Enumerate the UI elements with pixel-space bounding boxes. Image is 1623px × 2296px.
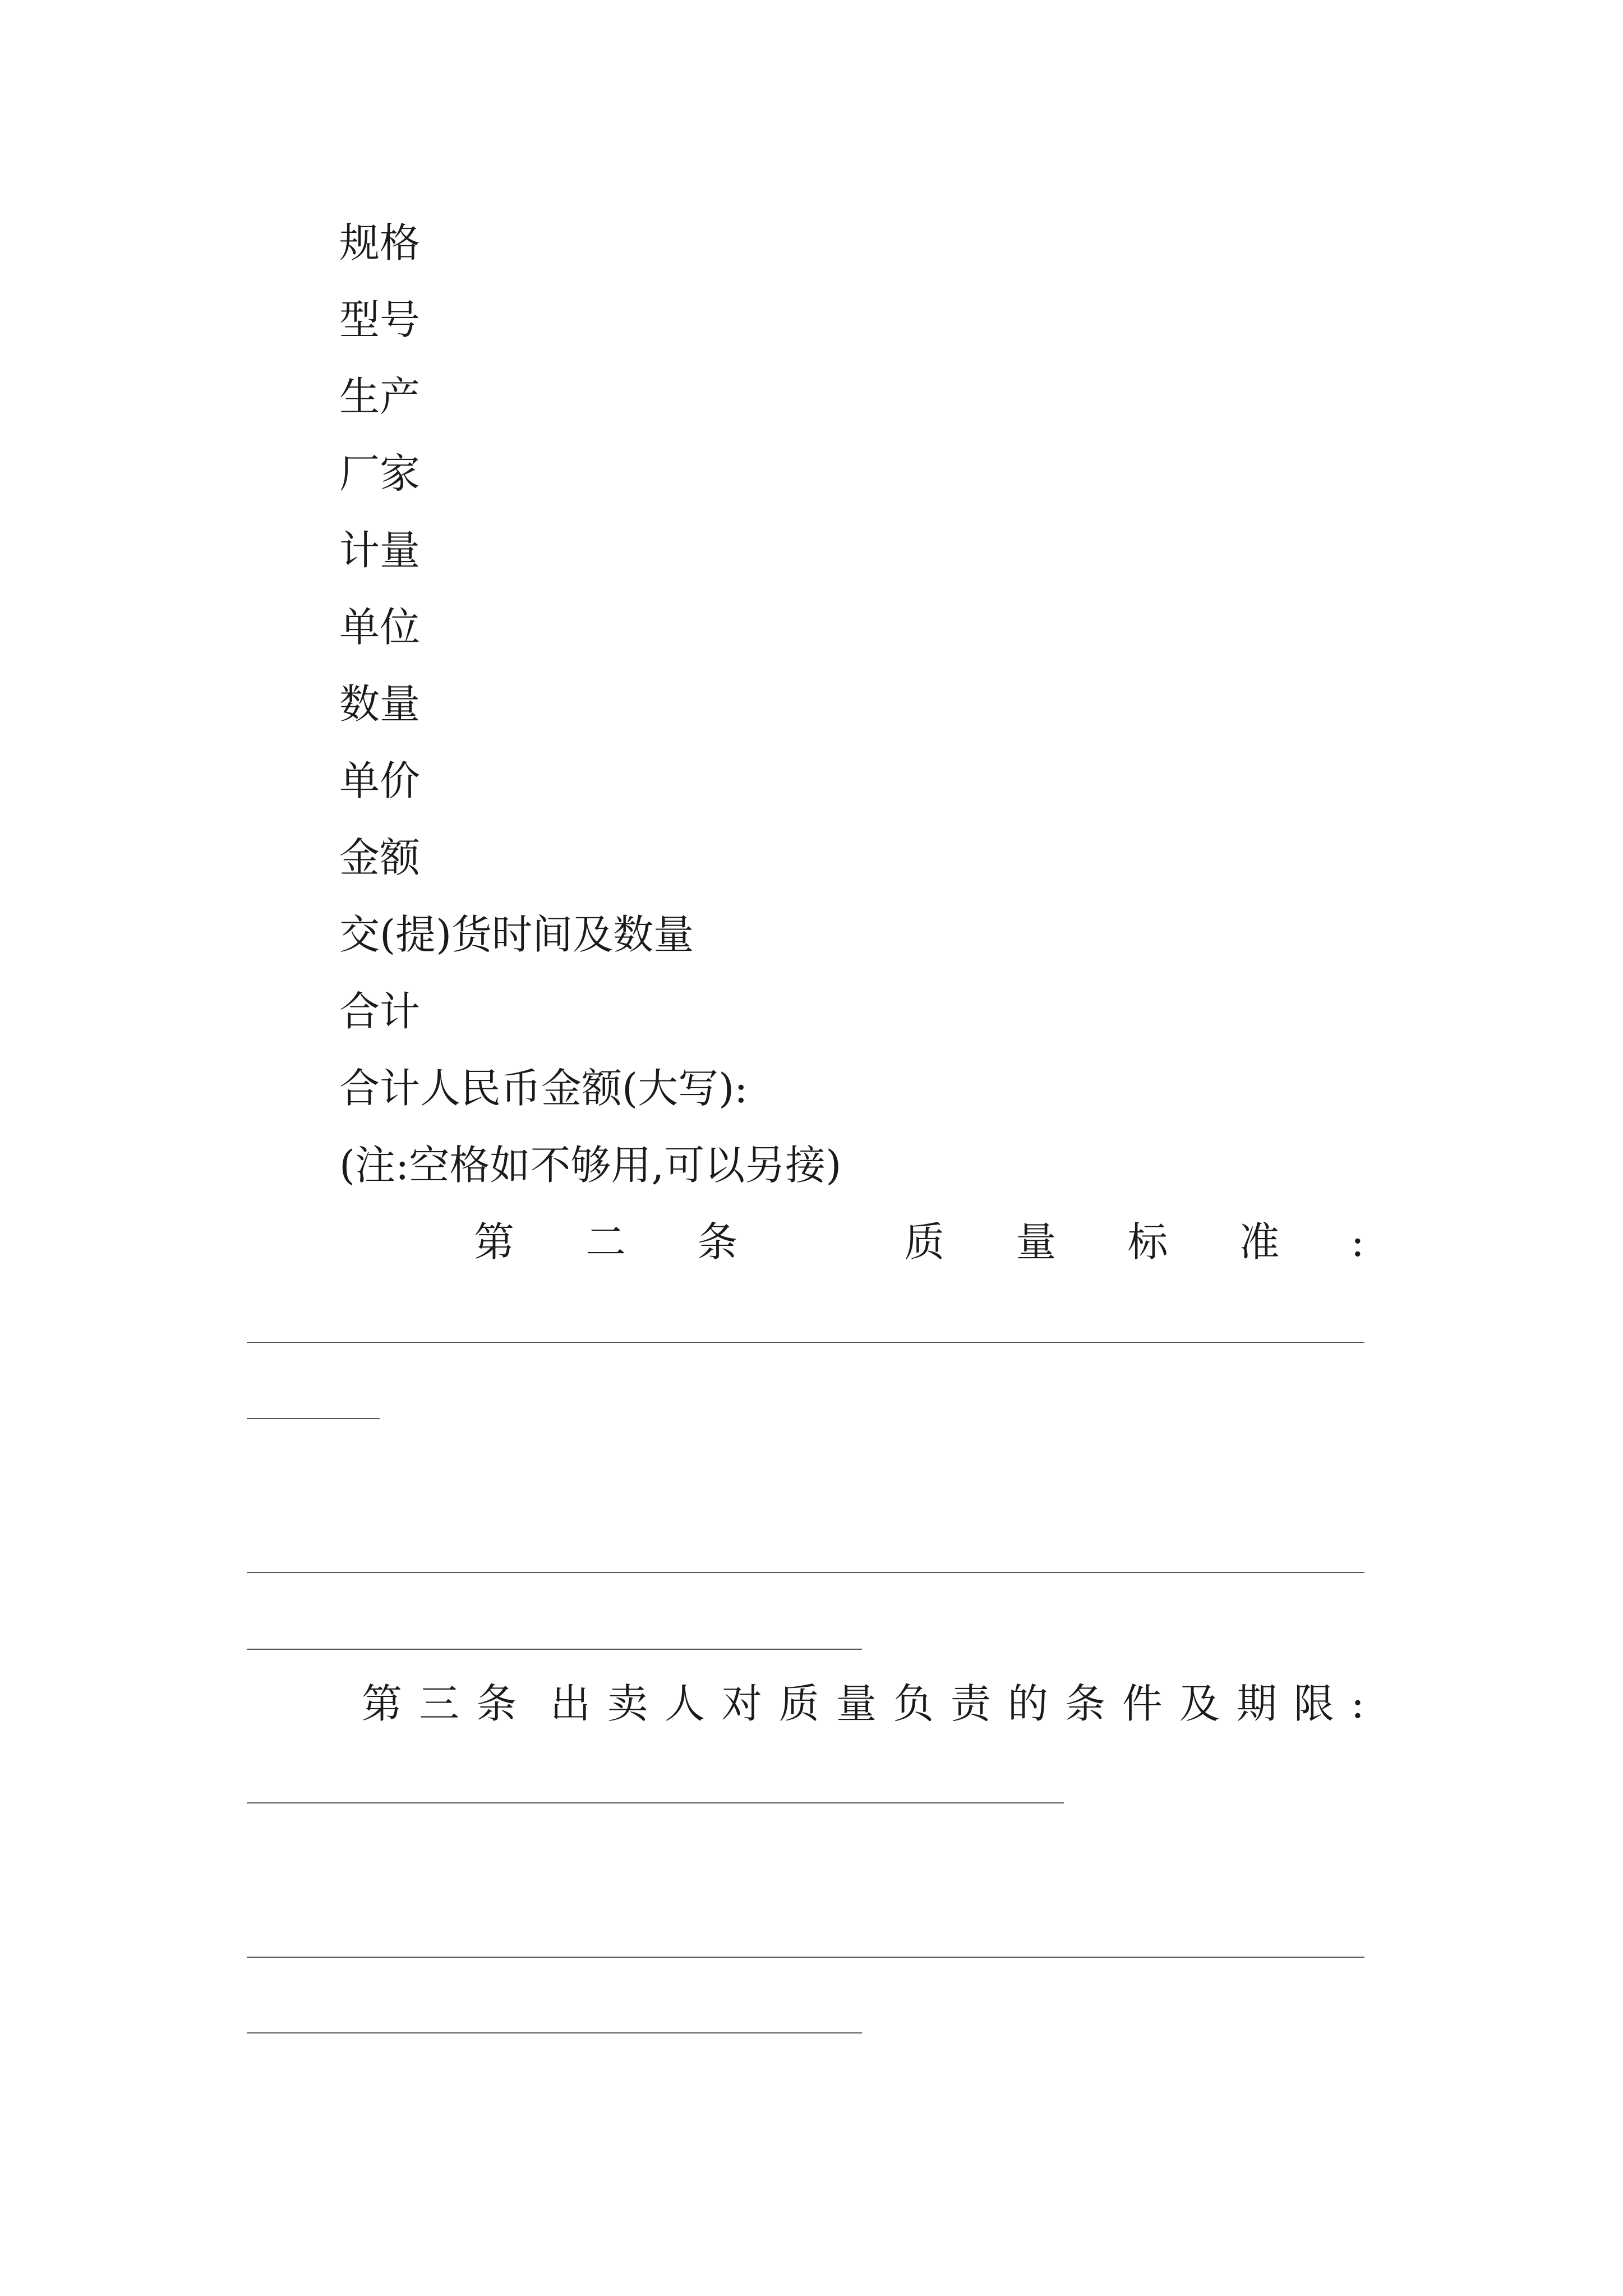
field-delivery: 交(提)货时间及数量 [339,911,694,958]
blank-line [247,1802,1064,1803]
field-spec: 规格 [339,219,421,266]
field-production: 生产 [339,373,421,420]
blank-line [247,1418,380,1419]
article-2-char: 量 [1016,1218,1057,1266]
article-2-char: 准 [1239,1218,1280,1266]
article-3-heading [362,1678,1364,1729]
field-total: 合计 [339,988,421,1035]
field-unit: 单位 [339,604,421,651]
field-quantity: 数量 [339,680,421,728]
article-3-char: 责 [950,1680,991,1727]
blank-line [247,1649,862,1650]
field-manufacturer: 厂家 [339,450,421,497]
article-3-char: 卖 [607,1680,648,1727]
article-3-char: 质 [778,1680,819,1727]
article-3-char: : [1350,1680,1364,1727]
blank-line [247,1957,1364,1958]
article-3-char: 人 [664,1680,705,1727]
blank-line [247,2032,862,2033]
field-note: (注:空格如不够用,可以另接) [339,1142,842,1189]
article-3-char: 第 [362,1680,403,1727]
article-3-char: 条 [1064,1680,1105,1727]
article-3-char: 期 [1236,1680,1277,1727]
article-3-char: 条 [476,1680,517,1727]
article-3-char: 量 [836,1680,877,1727]
article-3-char: 负 [893,1680,934,1727]
article-3-char: 及 [1179,1680,1220,1727]
article-3-char: 件 [1122,1680,1163,1727]
article-3-char: 对 [721,1680,762,1727]
article-2-char: 标 [1127,1218,1168,1266]
article-3-char: 三 [418,1680,459,1727]
field-measure: 计量 [339,527,421,574]
field-model: 型号 [339,296,421,343]
article-3-char: 出 [550,1680,591,1727]
article-2-heading [474,1217,1364,1267]
article-2-char: 第 [474,1218,515,1266]
field-total-rmb: 合计人民币金额(大写): [339,1065,748,1112]
blank-line [247,1572,1364,1573]
field-amount: 金额 [339,834,421,881]
blank-line [247,1342,1364,1343]
field-unit-price: 单价 [339,757,421,804]
article-2-char: 二 [585,1218,626,1266]
article-3-char: 的 [1007,1680,1048,1727]
article-2-char: : [1350,1218,1364,1266]
article-2-char: 质 [904,1218,945,1266]
article-3-char: 限 [1293,1680,1334,1727]
article-2-char: 条 [697,1218,738,1266]
